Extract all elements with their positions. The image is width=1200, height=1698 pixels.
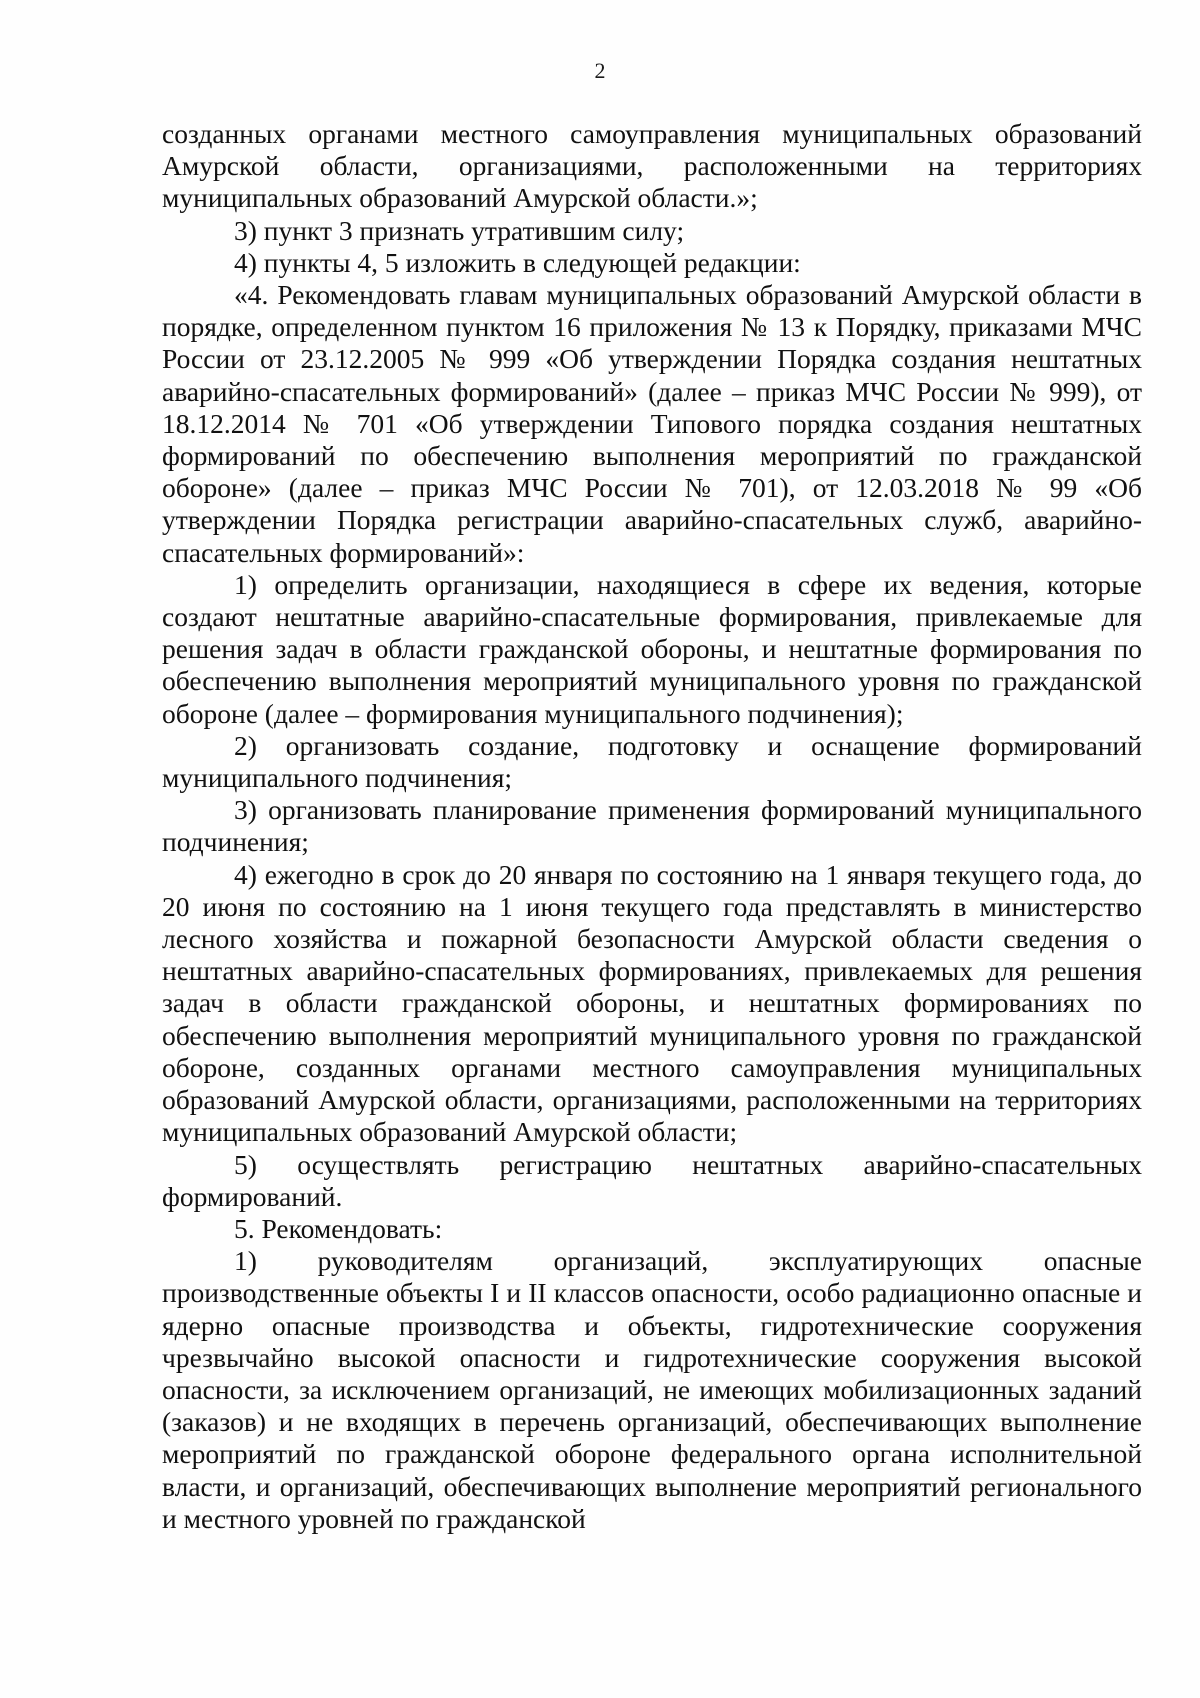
paragraph-subitem-5: 5) осуществлять регистрацию нештатных аварийно-спасательных формирований. [162,1148,1142,1212]
paragraph-subitem-1: 1) определить организации, находящиеся в сфере их ведения, которые создают нештатные аварийно-спасательные формирования, привлекаемые для решения задач в области гражданской обороны, и нештатные формирования по обеспечению выполнения мероприятий муниципального уровня по гражданской обороне (далее – формирования муниципального подчинения); [162,568,1142,729]
paragraph-item-3: 3) пункт 3 признать утратившим силу; [234,214,685,246]
paragraph-subitem-3: 3) организовать планирование применения формирований муниципального подчинения; [162,794,1142,858]
paragraph-continuation: созданных органами местного самоуправления муниципальных образований Амурской области, организациями, расположенными на территориях муниципальных образований Амурской области.»; [162,118,1142,214]
paragraph-subitem-4: 4) ежегодно в срок до 20 января по состоянию на 1 января текущего года, до 20 июня по состоянию на 1 июня текущего года представлять в министерство лесного хозяйства и пожарной безопасности Амурской области сведения о нештатных аварийно-спасательных формированиях, привлекаемых для решения задач в области гражданской обороны, и нештатных формированиях по обеспечению выполнения мероприятий муниципального уровня по гражданской обороне, созданных органами местного самоуправления муниципальных образований Амурской области, организациями, расположенными на территориях муниципальных образований Амурской области; [162,858,1142,1148]
paragraph-clause-5-intro: 5. Рекомендовать: [234,1212,443,1244]
document-body [162,118,1142,1535]
paragraph-item-4: 4) пункты 4, 5 изложить в следующей редакции: [234,246,801,278]
page-number: 2 [594,58,606,83]
paragraph-clause-4-intro: «4. Рекомендовать главам муниципальных образований Амурской области в порядке, определенном пунктом 16 приложения № 13 к Порядку, приказами МЧС России от 23.12.2005 № 999 «Об утверждении Порядка создания нештатных аварийно-спасательных формирований» (далее – приказ МЧС России № 999), от 18.12.2014 № 701 «Об утверждении Типового порядка создания нештатных формирований по обеспечению выполнения мероприятий по гражданской обороне» (далее – приказ МЧС России № 701), от 12.03.2018 № 99 «Об утверждении Порядка регистрации аварийно-спасательных служб, аварийно-спасательных формирований»: [162,279,1142,568]
paragraph-subitem-2: 2) организовать создание, подготовку и оснащение формирований муниципального подчинения; [162,729,1142,794]
paragraph-clause-5-subitem-1: 1) руководителям организаций, эксплуатирующих опасные производственные объекты I и II классов опасности, особо радиационно опасные и ядерно опасные производства и объекты, гидротехнические сооружения чрезвычайно высокой опасности и гидротехнические сооружения высокой опасности, за исключением организаций, не имеющих мобилизационных заданий (заказов) и не входящих в перечень организаций, обеспечивающих выполнение мероприятий по гражданской обороне федерального органа исполнительной власти, и организаций, обеспечивающих выполнение мероприятий регионального и местного уровней по гражданской [162,1245,1142,1534]
